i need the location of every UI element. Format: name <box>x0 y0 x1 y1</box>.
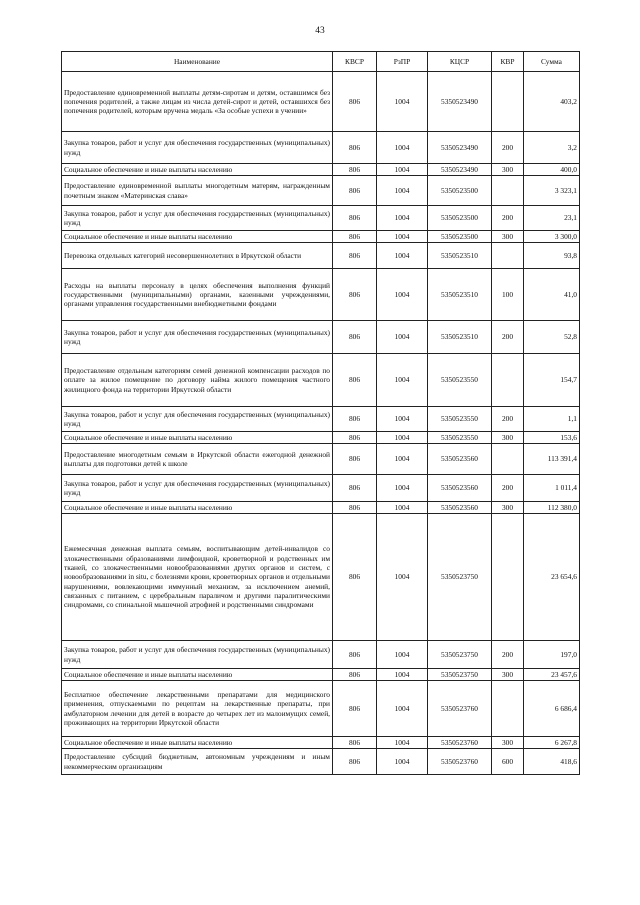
row-kcsr: 5350523490 <box>428 164 492 176</box>
row-kvr: 200 <box>492 206 524 231</box>
row-sum: 197,0 <box>524 641 580 669</box>
row-kvsr: 806 <box>333 321 377 354</box>
page-number: 43 <box>315 26 325 36</box>
table-row <box>62 514 580 641</box>
row-name: Предоставление единовременной выплаты многодетным матерям, награжденным почетным знаком «Материнская слава» <box>62 176 333 206</box>
header-sum: Сумма <box>524 52 580 72</box>
row-sum: 154,7 <box>524 354 580 407</box>
row-kvr <box>492 681 524 737</box>
row-sum: 3,2 <box>524 132 580 164</box>
row-rzpr: 1004 <box>377 444 428 475</box>
row-sum: 41,0 <box>524 269 580 321</box>
row-kvsr: 806 <box>333 176 377 206</box>
row-name: Социальное обеспечение и иные выплаты населению <box>62 737 333 749</box>
row-kvsr: 806 <box>333 243 377 269</box>
row-kvr: 300 <box>492 231 524 243</box>
row-kvr: 200 <box>492 641 524 669</box>
row-kvr: 200 <box>492 321 524 354</box>
row-sum: 1 011,4 <box>524 475 580 502</box>
row-sum: 23 654,6 <box>524 514 580 641</box>
row-name: Социальное обеспечение и иные выплаты населению <box>62 231 333 243</box>
row-kvsr: 806 <box>333 354 377 407</box>
table-row <box>62 176 580 206</box>
row-kcsr: 5350523510 <box>428 269 492 321</box>
row-sum: 6 686,4 <box>524 681 580 737</box>
table-row <box>62 354 580 407</box>
row-name: Закупка товаров, работ и услуг для обеспечения государственных (муниципальных) нужд <box>62 132 333 164</box>
row-kvsr: 806 <box>333 206 377 231</box>
row-kcsr: 5350523560 <box>428 444 492 475</box>
row-sum: 112 380,0 <box>524 502 580 514</box>
row-kvsr: 806 <box>333 514 377 641</box>
row-kcsr: 5350523500 <box>428 231 492 243</box>
table-row <box>62 641 580 669</box>
row-kcsr: 5350523750 <box>428 641 492 669</box>
row-kvsr: 806 <box>333 669 377 681</box>
budget-table <box>61 51 580 775</box>
row-rzpr: 1004 <box>377 407 428 432</box>
row-rzpr: 1004 <box>377 641 428 669</box>
row-kcsr: 5350523490 <box>428 132 492 164</box>
row-rzpr: 1004 <box>377 354 428 407</box>
row-kvr: 300 <box>492 669 524 681</box>
table-row <box>62 72 580 132</box>
table-row <box>62 321 580 354</box>
row-sum: 113 391,4 <box>524 444 580 475</box>
table-row <box>62 737 580 749</box>
row-kvsr: 806 <box>333 737 377 749</box>
row-kvsr: 806 <box>333 502 377 514</box>
row-sum: 3 300,0 <box>524 231 580 243</box>
row-rzpr: 1004 <box>377 321 428 354</box>
row-name: Расходы на выплаты персоналу в целях обеспечения выполнения функций государственными (муниципальными) органами, казенными учреждениями, органами управления государственными внебюджетными фондами <box>62 269 333 321</box>
row-kvr: 300 <box>492 737 524 749</box>
row-kcsr: 5350523550 <box>428 354 492 407</box>
row-rzpr: 1004 <box>377 475 428 502</box>
row-sum: 23 457,6 <box>524 669 580 681</box>
row-rzpr: 1004 <box>377 514 428 641</box>
row-kvr <box>492 243 524 269</box>
row-name: Закупка товаров, работ и услуг для обеспечения государственных (муниципальных) нужд <box>62 206 333 231</box>
row-name: Закупка товаров, работ и услуг для обеспечения государственных (муниципальных) нужд <box>62 475 333 502</box>
row-kvr: 600 <box>492 749 524 775</box>
table-row <box>62 132 580 164</box>
row-sum: 93,8 <box>524 243 580 269</box>
row-rzpr: 1004 <box>377 132 428 164</box>
row-kvr <box>492 72 524 132</box>
row-kvr: 200 <box>492 407 524 432</box>
row-name: Предоставление субсидий бюджетным, автономным учреждениям и иным некоммерческим организациям <box>62 749 333 775</box>
row-rzpr: 1004 <box>377 243 428 269</box>
row-rzpr: 1004 <box>377 231 428 243</box>
row-name: Ежемесячная денежная выплата семьям, воспитывающим детей-инвалидов со злокачественными образованиями лимфоидной, кроветворной и родственных им тканей, со злокачественными новообразованиями других органов и систем, с новообразованиями in situ, с болезнями крови, кроветворных органов и отдельными нарушениями, вовлекающими иммунный механизм, за исключением анемий, связанных с питанием, с церебральным параличом и другими паралитическими синдромами, со спинальной мышечной атрофией и родственными синдромами <box>62 514 333 641</box>
row-kvr <box>492 176 524 206</box>
row-rzpr: 1004 <box>377 206 428 231</box>
row-kvsr: 806 <box>333 132 377 164</box>
row-kvr: 300 <box>492 502 524 514</box>
row-kvsr: 806 <box>333 432 377 444</box>
row-rzpr: 1004 <box>377 502 428 514</box>
table-row <box>62 243 580 269</box>
table-row <box>62 269 580 321</box>
row-rzpr: 1004 <box>377 749 428 775</box>
row-name: Предоставление многодетным семьям в Иркутской области ежегодной денежной выплаты для подготовки детей к школе <box>62 444 333 475</box>
row-kvr: 200 <box>492 475 524 502</box>
row-kvsr: 806 <box>333 231 377 243</box>
row-kvr <box>492 354 524 407</box>
row-kcsr: 5350523550 <box>428 407 492 432</box>
row-kcsr: 5350523500 <box>428 206 492 231</box>
header-kvr: КВР <box>492 52 524 72</box>
row-kvsr: 806 <box>333 641 377 669</box>
row-kcsr: 5350523750 <box>428 514 492 641</box>
row-kvr: 300 <box>492 164 524 176</box>
row-rzpr: 1004 <box>377 669 428 681</box>
row-kvr: 200 <box>492 132 524 164</box>
row-kvr <box>492 444 524 475</box>
table-row <box>62 475 580 502</box>
table-row <box>62 432 580 444</box>
header-kcsr: КЦСР <box>428 52 492 72</box>
row-kcsr: 5350523560 <box>428 475 492 502</box>
row-name: Социальное обеспечение и иные выплаты населению <box>62 669 333 681</box>
row-name: Предоставление единовременной выплаты детям-сиротам и детям, оставшимся без попечения родителей, а также лицам из числа детей-сирот и детей, оставшихся без попечения родителей, которым вручена медаль «За особые успехи в учении» <box>62 72 333 132</box>
row-kvr: 100 <box>492 269 524 321</box>
row-rzpr: 1004 <box>377 432 428 444</box>
row-sum: 418,6 <box>524 749 580 775</box>
row-kvr <box>492 514 524 641</box>
table-header-row <box>62 52 580 72</box>
table-row <box>62 749 580 775</box>
table-row <box>62 407 580 432</box>
row-kvr: 300 <box>492 432 524 444</box>
row-kcsr: 5350523760 <box>428 749 492 775</box>
row-sum: 400,0 <box>524 164 580 176</box>
table-row <box>62 502 580 514</box>
row-sum: 403,2 <box>524 72 580 132</box>
header-rzpr: РзПР <box>377 52 428 72</box>
row-kcsr: 5350523760 <box>428 737 492 749</box>
header-name: Наименование <box>62 52 333 72</box>
row-sum: 23,1 <box>524 206 580 231</box>
row-kcsr: 5350523510 <box>428 243 492 269</box>
row-kvsr: 806 <box>333 72 377 132</box>
row-sum: 153,6 <box>524 432 580 444</box>
row-kvsr: 806 <box>333 164 377 176</box>
row-rzpr: 1004 <box>377 681 428 737</box>
row-name: Перевозка отдельных категорий несовершеннолетних в Иркутской области <box>62 243 333 269</box>
row-kvsr: 806 <box>333 407 377 432</box>
table-row <box>62 206 580 231</box>
row-kcsr: 5350523560 <box>428 502 492 514</box>
row-rzpr: 1004 <box>377 164 428 176</box>
row-sum: 6 267,8 <box>524 737 580 749</box>
row-kcsr: 5350523760 <box>428 681 492 737</box>
row-kvsr: 806 <box>333 269 377 321</box>
row-rzpr: 1004 <box>377 72 428 132</box>
row-name: Закупка товаров, работ и услуг для обеспечения государственных (муниципальных) нужд <box>62 321 333 354</box>
row-name: Социальное обеспечение и иные выплаты населению <box>62 432 333 444</box>
row-name: Бесплатное обеспечение лекарственными препаратами для медицинского применения, отпускаемыми по рецептам на лекарственные препараты, при амбулаторном лечении для детей в возрасте до четырех лет из малоимущих семей, проживающих на территории Иркутской области <box>62 681 333 737</box>
row-kvsr: 806 <box>333 444 377 475</box>
row-name: Социальное обеспечение и иные выплаты населению <box>62 502 333 514</box>
row-name: Закупка товаров, работ и услуг для обеспечения государственных (муниципальных) нужд <box>62 407 333 432</box>
row-sum: 1,1 <box>524 407 580 432</box>
row-kvsr: 806 <box>333 749 377 775</box>
row-kcsr: 5350523490 <box>428 72 492 132</box>
row-name: Социальное обеспечение и иные выплаты населению <box>62 164 333 176</box>
row-rzpr: 1004 <box>377 737 428 749</box>
row-kcsr: 5350523550 <box>428 432 492 444</box>
table-row <box>62 681 580 737</box>
row-name: Закупка товаров, работ и услуг для обеспечения государственных (муниципальных) нужд <box>62 641 333 669</box>
header-kvsr: КВСР <box>333 52 377 72</box>
row-sum: 3 323,1 <box>524 176 580 206</box>
row-kcsr: 5350523510 <box>428 321 492 354</box>
table-row <box>62 669 580 681</box>
row-rzpr: 1004 <box>377 176 428 206</box>
table-row <box>62 164 580 176</box>
row-rzpr: 1004 <box>377 269 428 321</box>
table-row <box>62 231 580 243</box>
row-kvsr: 806 <box>333 475 377 502</box>
row-name: Предоставление отдельным категориям семей денежной компенсации расходов по оплате за жилое помещение по договору найма жилого помещения частного жилищного фонда на территории Иркутской области <box>62 354 333 407</box>
row-kcsr: 5350523500 <box>428 176 492 206</box>
row-kvsr: 806 <box>333 681 377 737</box>
row-sum: 52,8 <box>524 321 580 354</box>
row-kcsr: 5350523750 <box>428 669 492 681</box>
table-row <box>62 444 580 475</box>
